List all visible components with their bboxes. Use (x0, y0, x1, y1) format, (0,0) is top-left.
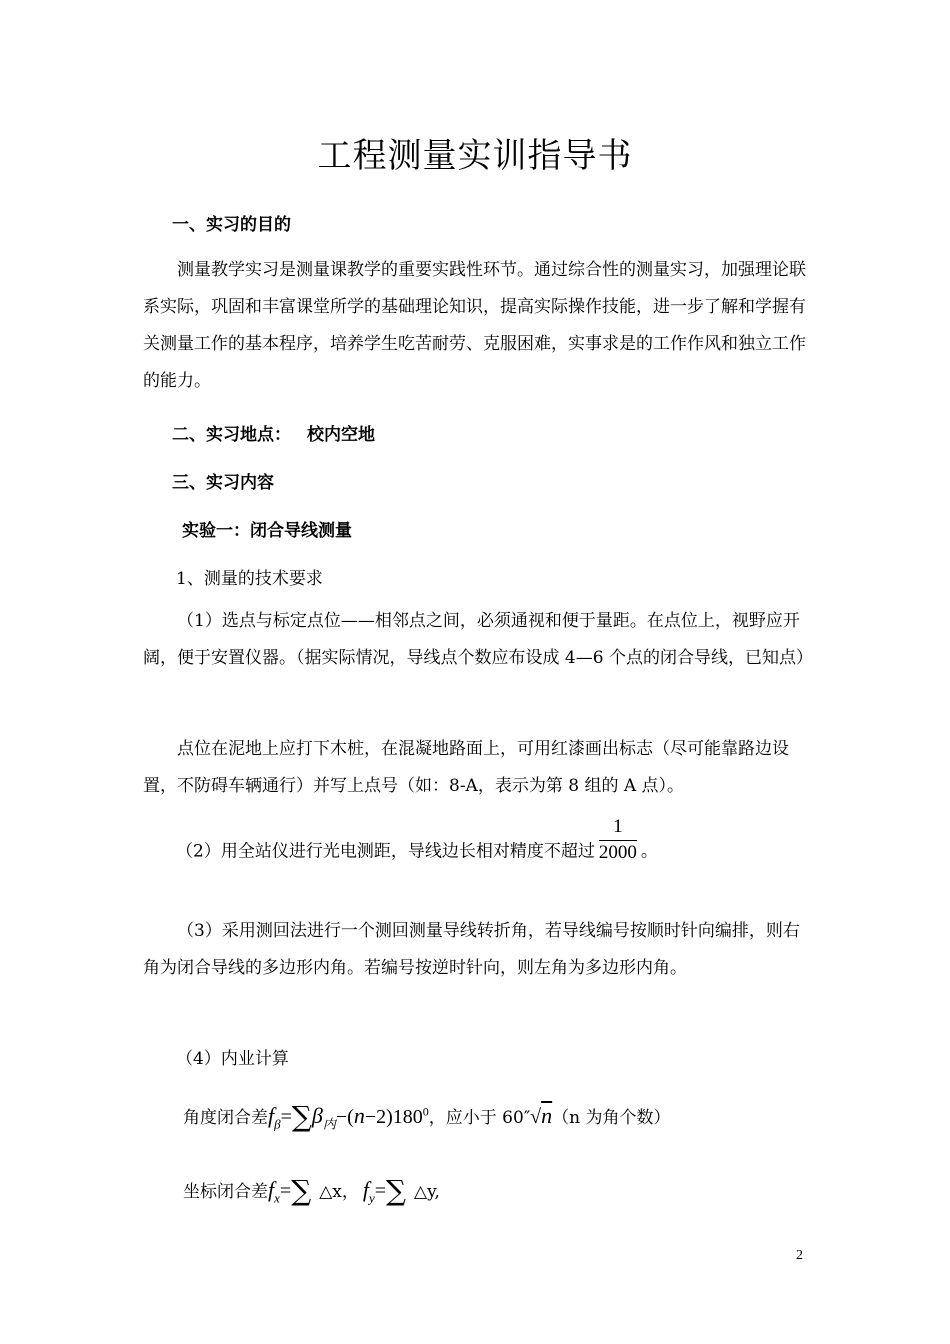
fraction-denominator: 2000 (598, 842, 637, 863)
coord-x-text: △x， (319, 1182, 359, 1202)
fx-formula: $f_x=\sum$ (268, 1174, 312, 1207)
purpose-paragraph (143, 252, 808, 400)
item-2-text: （2）用全站仪进行光电测距，导线边长相对精度不超过 (176, 841, 595, 862)
location-label: 二、实习地点： (172, 425, 291, 445)
angle-closure-note: （n 为角个数） (552, 1108, 671, 1128)
item-3-paragraph (143, 913, 808, 987)
coordinate-closure-line (183, 1174, 440, 1207)
angle-closure-line (183, 1100, 671, 1133)
fraction-numerator: 1 (599, 816, 637, 841)
angle-closure-suffix: ，应小于 60″ (428, 1108, 531, 1128)
tech-requirements-heading: 1、测量的技术要求 (176, 569, 323, 589)
item-2-end: 。 (640, 841, 658, 862)
item-2-line (176, 816, 658, 876)
fy-formula: $f_y=\sum$ (362, 1174, 407, 1207)
item-1b-paragraph (143, 731, 808, 805)
angle-closure-formula: $f_\beta=\sum\beta_内-(n-2)180^0$ (268, 1100, 429, 1133)
precision-fraction (599, 816, 637, 864)
item-3-text: （3）采用测回法进行一个测回测量导线转折角，若导线编号按顺时针向编排，则右角为闭合导线的多边形内角。若编号按逆时针向，则左角为多边形内角。 (143, 921, 800, 978)
page-title: 工程测量实训指导书 (317, 136, 633, 176)
page-number: 2 (796, 1248, 803, 1263)
location-value: 校内空地 (307, 425, 375, 445)
item-4-heading: （4）内业计算 (176, 1049, 289, 1069)
purpose-text: 测量教学实习是测量课教学的重要实践性环节。通过综合性的测量实习，加强理论联系实际，巩固和丰富课堂所学的基础理论知识，提高实际操作技能，进一步了解和学握有关测量工作的基本程序，培养学生吃苦耐劳、克服困难，实事求是的工作作风和独立工作的能力。 (143, 260, 806, 391)
section-heading-purpose: 一、实习的目的 (172, 215, 291, 235)
section-heading-content: 三、实习内容 (172, 473, 274, 493)
section-heading-location (172, 420, 375, 445)
angle-closure-label: 角度闭合差 (183, 1108, 268, 1128)
item-1-text: （1）选点与标定点位——相邻点之间，必须通视和便于量距。在点位上，视野应开阔，便于安置仪器。（据实际情况，导线点个数应布设成 4—6 个点的闭合导线，已知点） (143, 611, 813, 668)
sqrt-n-formula: √n (530, 1103, 553, 1128)
item-1-paragraph (143, 603, 813, 677)
coordinate-closure-label: 坐标闭合差 (183, 1182, 268, 1202)
experiment-heading: 实验一：闭合导线测量 (182, 521, 352, 541)
coord-y-text: △y, (414, 1182, 440, 1202)
item-1b-text: 点位在泥地上应打下木桩，在混凝地路面上，可用红漆画出标志（尽可能靠路边设置，不防碍车辆通行）并写上点号（如：8-A，表示为第 8 组的 A 点）。 (143, 739, 789, 796)
